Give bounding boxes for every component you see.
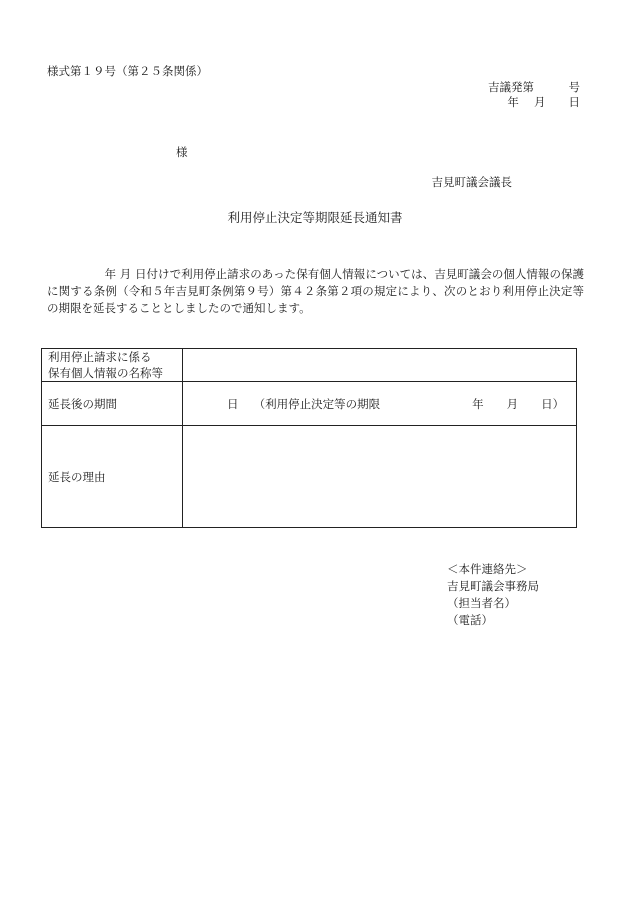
contact-phone: （電話） — [447, 613, 493, 627]
detail-table — [41, 348, 577, 528]
table-row-extension-reason — [42, 426, 577, 528]
form-number: 様式第１９号（第２５条関係） — [47, 64, 208, 78]
extended-period-label: 延長後の期間 — [42, 382, 183, 426]
info-name-value — [183, 349, 577, 382]
body-paragraph: 年 月 日付けで利用停止請求のあった保有個人情報については、吉見町議会の個人情報の保護に関する条例（令和５年吉見町条例第９号）第４２条第２項の規定により、次のとおり利用停止決定等の期限を延長することとしましたので通知します。 — [47, 267, 584, 315]
table-row-extended-period — [42, 382, 577, 426]
document-title: 利用停止決定等期限延長通知書 — [227, 210, 403, 225]
contact-block — [447, 561, 539, 629]
contact-office: 吉見町議会事務局 — [447, 579, 539, 593]
sender: 吉見町議会議長 — [431, 175, 512, 189]
extended-period-value: 日 （利用停止決定等の期限 年 月 日） — [183, 382, 577, 426]
info-name-label — [42, 349, 183, 382]
contact-heading: ＜本件連絡先＞ — [447, 562, 528, 576]
addressee: 様 — [176, 145, 188, 159]
extension-reason-value — [183, 426, 577, 528]
info-name-label-line2: 保有個人情報の名称等 — [48, 366, 163, 380]
contact-person: （担当者名） — [447, 596, 516, 610]
extension-reason-label: 延長の理由 — [42, 426, 183, 528]
document-number: 吉議発第 号 — [488, 80, 580, 94]
table-row-info-name — [42, 349, 577, 382]
info-name-label-line1: 利用停止請求に係る — [48, 350, 152, 364]
document-date: 年 月 日 — [507, 95, 580, 109]
